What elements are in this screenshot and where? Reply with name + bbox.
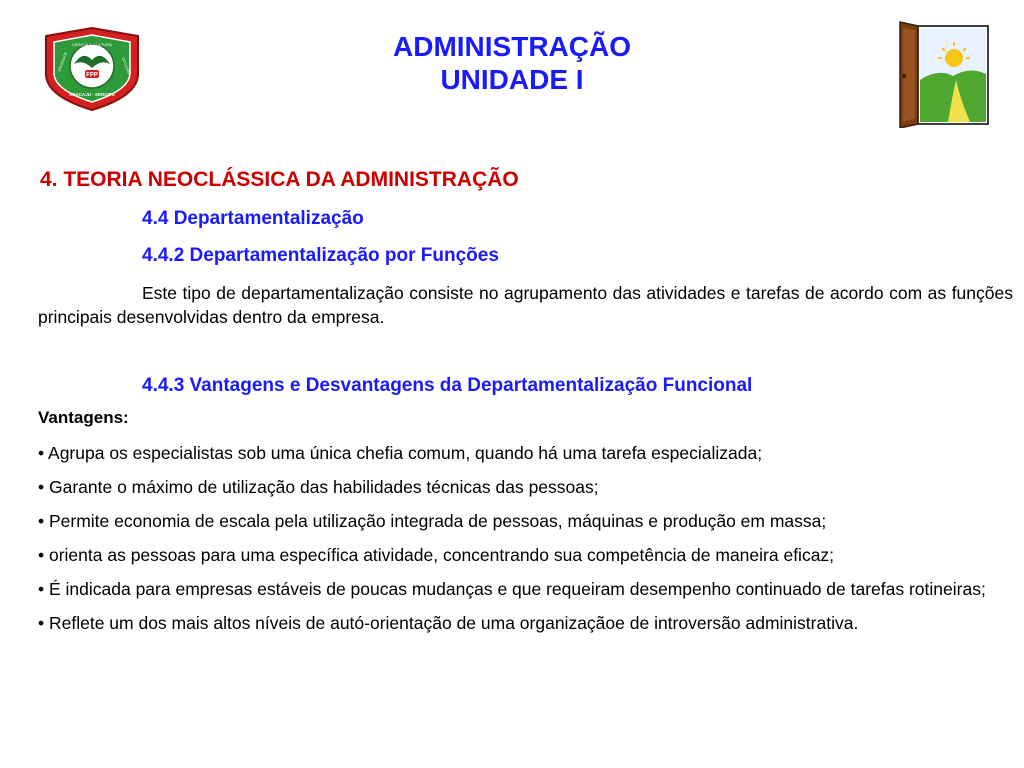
description-paragraph [38, 281, 1013, 329]
advantages-list [38, 441, 1013, 645]
list-item: • É indicada para empresas estáveis de poucas mudanças e que requeiram desempenho continuado de tarefas rotineiras; [38, 579, 986, 599]
svg-text:CIENCIA E CULTURA: CIENCIA E CULTURA [72, 42, 112, 47]
svg-text:ARACAJU · SERGIPE: ARACAJU · SERGIPE [68, 92, 116, 97]
paragraph-text: Este tipo de departamentalização consiste no agrupamento das atividades e tarefas de acordo com as funções principais desenvolvidas dentro da empresa. [38, 283, 1013, 327]
title-line-1: ADMINISTRAÇÃO [393, 31, 631, 62]
open-door-icon [898, 18, 990, 128]
slide-title [0, 30, 1024, 96]
svg-text:FPP: FPP [86, 72, 98, 79]
list-item: • Garante o máximo de utilização das habilidades técnicas das pessoas; [38, 477, 599, 497]
vantagens-label: Vantagens: [38, 408, 129, 427]
subheading-departamentalizacao: 4.4 Departamentalização [142, 208, 364, 229]
list-item: • Agrupa os especialistas sob uma única chefia comum, quando há uma tarefa especializada; [38, 443, 763, 463]
title-line-2: UNIDADE I [440, 64, 584, 95]
svg-text:SOCIEDADE: SOCIEDADE [57, 51, 68, 73]
subheading-por-funcoes: 4.4.2 Departamentalização por Funções [142, 245, 499, 266]
list-item: • Reflete um dos mais altos níveis de autó-orientação de uma organizaçãoe de introversão administrativa. [38, 613, 859, 633]
list-item: • Permite economia de escala pela utilização integrada de pessoas, máquinas e produção em massa; [38, 511, 827, 531]
svg-text:DO CEARÁ: DO CEARÁ [121, 56, 132, 76]
subheading-vantagens-desvantagens: 4.4.3 Vantagens e Desvantagens da Departamentalização Funcional [142, 375, 753, 396]
section-heading: 4. TEORIA NEOCLÁSSICA DA ADMINISTRAÇÃO [40, 168, 519, 191]
list-item: • orienta as pessoas para uma específica atividade, concentrando sua competência de maneira eficaz; [38, 545, 835, 565]
